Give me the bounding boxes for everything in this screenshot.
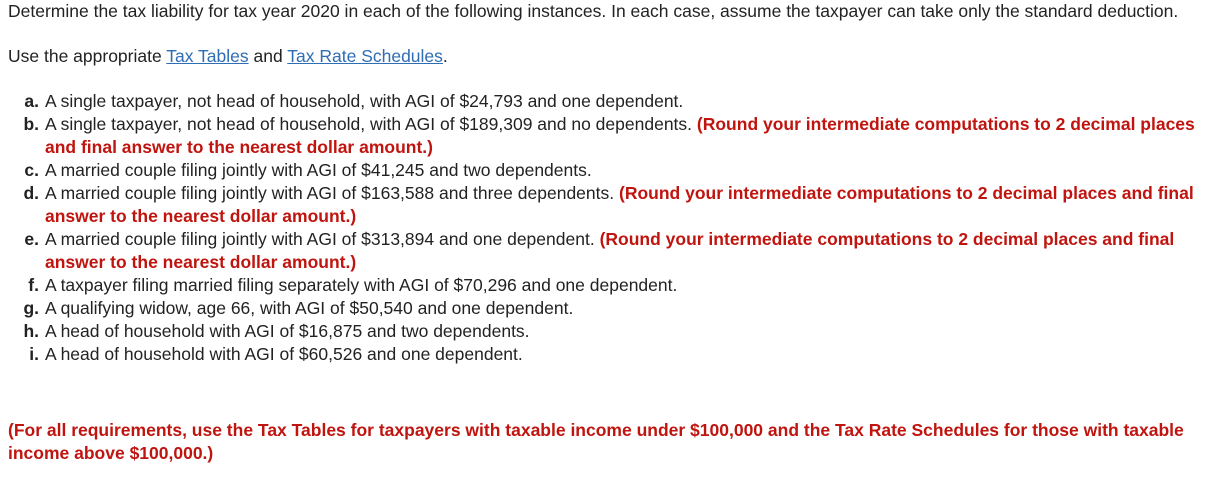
item-text: A married couple filing jointly with AGI of $41,245 and two dependents. xyxy=(45,160,592,180)
item-text: A single taxpayer, not head of household, with AGI of $24,793 and one dependent. xyxy=(45,91,684,111)
list-item xyxy=(8,343,1216,366)
list-item xyxy=(8,297,1216,320)
rounding-note: (Round your intermediate computations to 2 decimal places and final answer to the nearest dollar amount.) xyxy=(45,229,1175,272)
list-item xyxy=(8,182,1216,228)
item-marker: g. xyxy=(23,298,39,318)
item-marker: e. xyxy=(24,229,39,249)
item-text: A head of household with AGI of $60,526 and one dependent. xyxy=(45,344,523,364)
item-marker: c. xyxy=(24,160,39,180)
tax-rate-schedules-link[interactable]: Tax Rate Schedules xyxy=(287,46,443,66)
item-text: A head of household with AGI of $16,875 and two dependents. xyxy=(45,321,530,341)
reference-conjunction: and xyxy=(253,46,283,66)
reference-prefix: Use the appropriate xyxy=(8,46,162,66)
item-marker: h. xyxy=(23,321,39,341)
requirements-note: (For all requirements, use the Tax Tables for taxpayers with taxable income under $100,000 and the Tax Rate Schedules for those with taxable income above $100,000.) xyxy=(8,420,1184,463)
problem-intro: Determine the tax liability for tax year 2020 in each of the following instances. In each case, assume the taxpayer can take only the standard deduction. xyxy=(8,1,1179,21)
item-marker: a. xyxy=(24,91,39,111)
item-marker: b. xyxy=(23,114,39,134)
item-text: A qualifying widow, age 66, with AGI of $50,540 and one dependent. xyxy=(45,298,574,318)
item-text: A taxpayer filing married filing separately with AGI of $70,296 and one dependent. xyxy=(45,275,678,295)
requirement-list xyxy=(8,90,1216,366)
list-item xyxy=(8,113,1216,159)
list-item xyxy=(8,228,1216,274)
item-text: A married couple filing jointly with AGI of $163,588 and three dependents. xyxy=(45,183,615,203)
list-item xyxy=(8,320,1216,343)
item-marker: i. xyxy=(29,344,39,364)
item-text: A married couple filing jointly with AGI of $313,894 and one dependent. xyxy=(45,229,595,249)
rounding-note: (Round your intermediate computations to 2 decimal places and final answer to the nearest dollar amount.) xyxy=(45,183,1194,226)
list-item xyxy=(8,274,1216,297)
item-marker: f. xyxy=(28,275,39,295)
reference-line xyxy=(8,45,1216,68)
item-marker: d. xyxy=(23,183,39,203)
rounding-note: (Round your intermediate computations to 2 decimal places and final answer to the nearest dollar amount.) xyxy=(45,114,1195,157)
list-item xyxy=(8,159,1216,182)
list-item xyxy=(8,90,1216,113)
tax-tables-link[interactable]: Tax Tables xyxy=(166,46,249,66)
item-text: A single taxpayer, not head of household, with AGI of $189,309 and no dependents. xyxy=(45,114,693,134)
reference-suffix: . xyxy=(442,46,448,66)
